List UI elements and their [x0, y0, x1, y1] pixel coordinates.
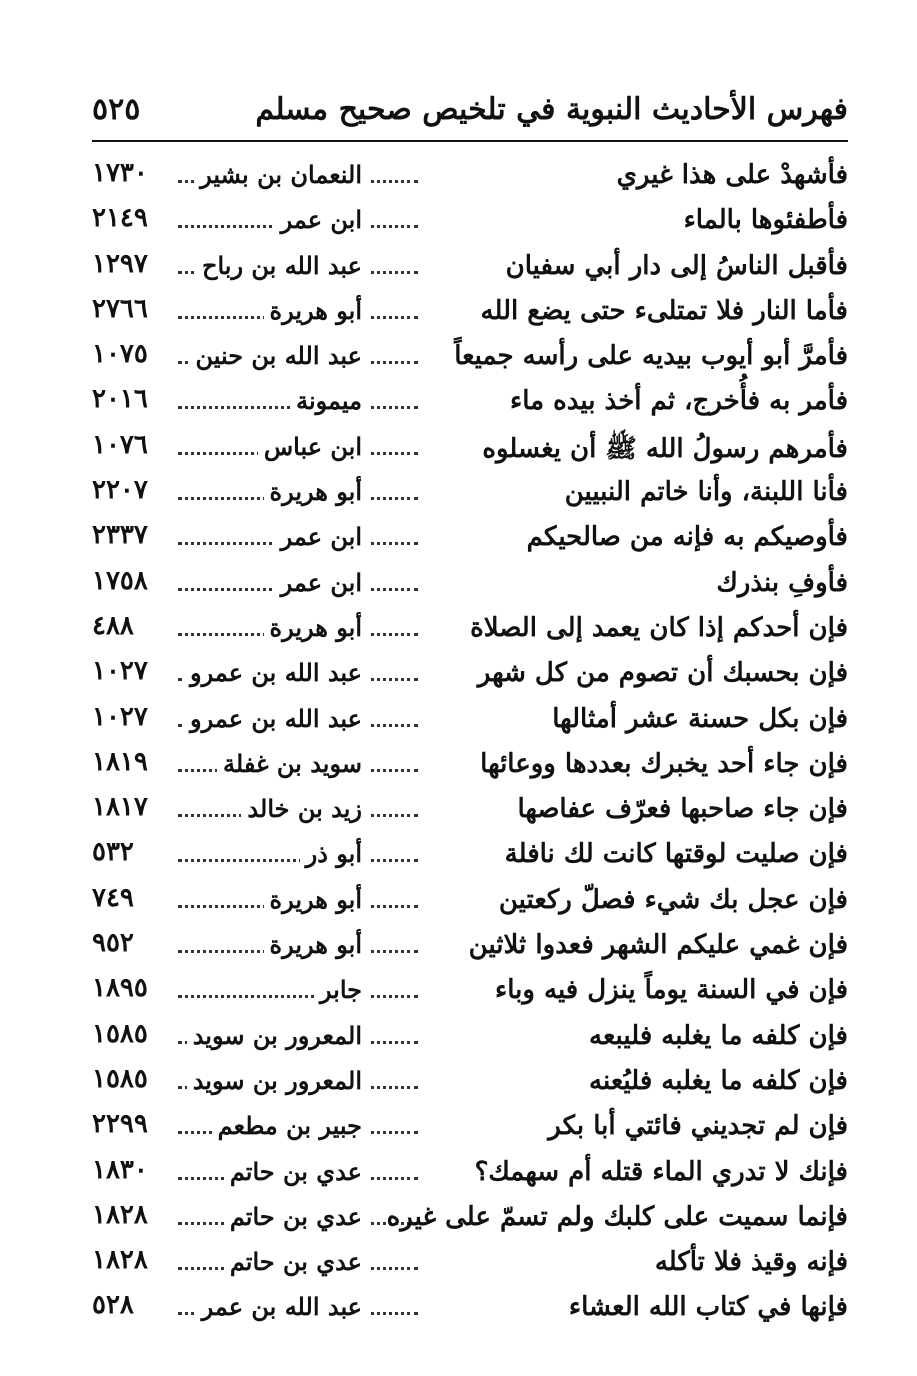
hadith-number: ١٠٧٥ — [92, 339, 154, 369]
hadith-index-list — [92, 152, 848, 1330]
hadith-text: فإنها في كتاب الله العشاء — [568, 1292, 848, 1323]
narrator-name: سويد بن غفلة — [217, 749, 368, 778]
hadith-number: ١٧٥٨ — [92, 566, 154, 596]
narrator-name: ابن عمر — [275, 205, 368, 234]
narrator-name: عبد الله بن عمرو — [184, 658, 368, 687]
hadith-number: ١٢٩٧ — [92, 249, 154, 279]
index-entry — [92, 1013, 848, 1058]
hadith-number: ٢٧٦٦ — [92, 294, 154, 324]
index-entry — [92, 877, 848, 922]
index-entry — [92, 197, 848, 242]
hadith-text: فأشهدْ على هذا غيري — [616, 160, 848, 190]
narrator-name: أبو هريرة — [264, 477, 369, 506]
hadith-number: ٧٤٩ — [92, 883, 140, 913]
narrator-name: عبد الله بن عمرو — [184, 704, 368, 733]
hadith-number: ١٥٨٥ — [92, 1019, 154, 1049]
hadith-text: فإن جاء أحد يخبرك بعددها ووعائها — [480, 748, 848, 779]
narrator-name: عدي بن حاتم — [224, 1247, 368, 1276]
hadith-number: ١٠٧٦ — [92, 430, 154, 460]
index-entry — [92, 786, 848, 831]
narrator-name: أبو ذر — [300, 839, 368, 868]
hadith-text: فإن بكل حسنة عشر أمثالها — [552, 703, 848, 734]
narrator-name: جبير بن مطعم — [212, 1111, 368, 1140]
hadith-text: فأنا اللبنة، وأنا خاتم النبيين — [564, 477, 848, 508]
index-entry — [92, 243, 848, 288]
hadith-text: فإن في السنة يوماً ينزل فيه وباء — [495, 975, 848, 1006]
hadith-text: فإنه وقيذ فلا تأكله — [654, 1247, 848, 1278]
hadith-text: فإن أحدكم إذا كان يعمد إلى الصلاة — [470, 612, 848, 643]
hadith-text: فإنما سميت على كلبك ولم تسمّ على غيره — [386, 1201, 848, 1232]
index-entry — [92, 831, 848, 876]
index-entry — [92, 967, 848, 1012]
index-entry — [92, 560, 848, 605]
hadith-text: فإن كلفه ما يغلبه فليُعنه — [589, 1065, 848, 1096]
index-entry — [92, 650, 848, 695]
narrator-name: عبد الله بن رباح — [196, 251, 368, 280]
hadith-number: ٢٢٩٩ — [92, 1109, 154, 1139]
narrator-name: أبو هريرة — [264, 296, 369, 325]
index-entry — [92, 1149, 848, 1194]
narrator-name: المعرور بن سويد — [187, 1021, 368, 1050]
narrator-name: أبو هريرة — [264, 613, 369, 642]
narrator-name: أبو هريرة — [264, 930, 369, 959]
page-number: ٥٢٥ — [92, 92, 141, 127]
narrator-name: عدي بن حاتم — [224, 1157, 368, 1186]
header-rule — [92, 140, 848, 142]
index-entry — [92, 1103, 848, 1148]
hadith-text: فإن بحسبك أن تصوم من كل شهر — [477, 658, 848, 689]
narrator-name: ابن عباس — [258, 432, 368, 461]
narrator-name: جابر — [314, 975, 368, 1004]
index-entry — [92, 469, 848, 514]
hadith-text: فإن صليت لوقتها كانت لك نافلة — [504, 839, 848, 870]
narrator-name: ميمونة — [290, 386, 368, 415]
narrator-name: النعمان بن بشير — [194, 160, 368, 189]
narrator-name: عدي بن حاتم — [224, 1202, 368, 1231]
index-entry — [92, 378, 848, 423]
hadith-number: ١٨١٧ — [92, 792, 154, 822]
narrator-name: عبد الله بن حنين — [189, 341, 368, 370]
page-title: فهرس الأحاديث النبوية في تلخيص صحيح مسلم — [255, 92, 848, 127]
hadith-text: فأطفئوها بالماء — [683, 205, 848, 236]
hadith-text: فأوصيكم به فإنه من صالحيكم — [526, 522, 848, 553]
hadith-number: ٤٨٨ — [92, 611, 140, 641]
dot-leader — [178, 981, 418, 998]
narrator-name: المعرور بن سويد — [187, 1066, 368, 1095]
hadith-text: فإن غمي عليكم الشهر فعدوا ثلاثين — [468, 930, 848, 961]
hadith-text: فإنك لا تدري الماء قتله أم سهمك؟ — [474, 1156, 848, 1187]
hadith-number: ١٨٢٨ — [92, 1245, 154, 1275]
page-header — [92, 82, 848, 142]
index-entry — [92, 333, 848, 378]
index-entry — [92, 1284, 848, 1329]
hadith-text: فإن عجل بك شيء فصلّ ركعتين — [498, 884, 848, 915]
index-entry — [92, 922, 848, 967]
hadith-text: فأما النار فلا تمتلىء حتى يضع الله — [480, 295, 848, 326]
narrator-name: عبد الله بن عمر — [196, 1292, 368, 1321]
narrator-name: ابن عمر — [275, 522, 368, 551]
hadith-number: ٥٣٢ — [92, 837, 140, 867]
hadith-text: فأمرهم رسولُ الله ﷺ أن يغسلوه — [482, 433, 848, 464]
hadith-number: ١٨٩٥ — [92, 973, 154, 1003]
hadith-number: ٥٢٨ — [92, 1290, 140, 1320]
hadith-text: فإن جاء صاحبها فعرّف عفاصها — [517, 794, 848, 825]
index-entry — [92, 696, 848, 741]
hadith-text: فأمرَّ أبو أيوب بيديه على رأسه جميعاً — [454, 341, 848, 372]
index-entry — [92, 605, 848, 650]
hadith-text: فإن لم تجديني فائتي أبا بكر — [548, 1111, 848, 1142]
hadith-number: ١٠٢٧ — [92, 702, 154, 732]
dot-leader — [178, 845, 418, 862]
index-entry — [92, 288, 848, 333]
hadith-number: ١٠٢٧ — [92, 656, 154, 686]
narrator-name: ابن عمر — [275, 568, 368, 597]
index-entry — [92, 1239, 848, 1284]
hadith-number: ٩٥٢ — [92, 928, 140, 958]
index-entry — [92, 1194, 848, 1239]
hadith-number: ١٥٨٥ — [92, 1064, 154, 1094]
index-entry — [92, 514, 848, 559]
hadith-text: فإن كلفه ما يغلبه فليبعه — [589, 1020, 848, 1051]
index-entry — [92, 1058, 848, 1103]
hadith-text: فأقبل الناسُ إلى دار أبي سفيان — [505, 250, 848, 281]
hadith-number: ٢٠١٦ — [92, 384, 154, 414]
hadith-number: ٢٢٠٧ — [92, 475, 154, 505]
index-entry — [92, 152, 848, 197]
index-entry — [92, 424, 848, 469]
hadith-number: ٢١٤٩ — [92, 203, 154, 233]
hadith-number: ١٨٣٠ — [92, 1155, 154, 1185]
hadith-text: فأوفِ بنذرك — [716, 567, 848, 598]
hadith-number: ١٧٣٠ — [92, 158, 154, 188]
hadith-number: ١٨٢٨ — [92, 1200, 154, 1230]
hadith-number: ٢٣٣٧ — [92, 520, 154, 550]
hadith-text: فأمر به فأُخرج، ثم أخذ بيده ماء — [510, 386, 848, 417]
narrator-name: أبو هريرة — [264, 885, 369, 914]
narrator-name: زيد بن خالد — [241, 794, 368, 823]
index-entry — [92, 741, 848, 786]
hadith-number: ١٨١٩ — [92, 747, 154, 777]
